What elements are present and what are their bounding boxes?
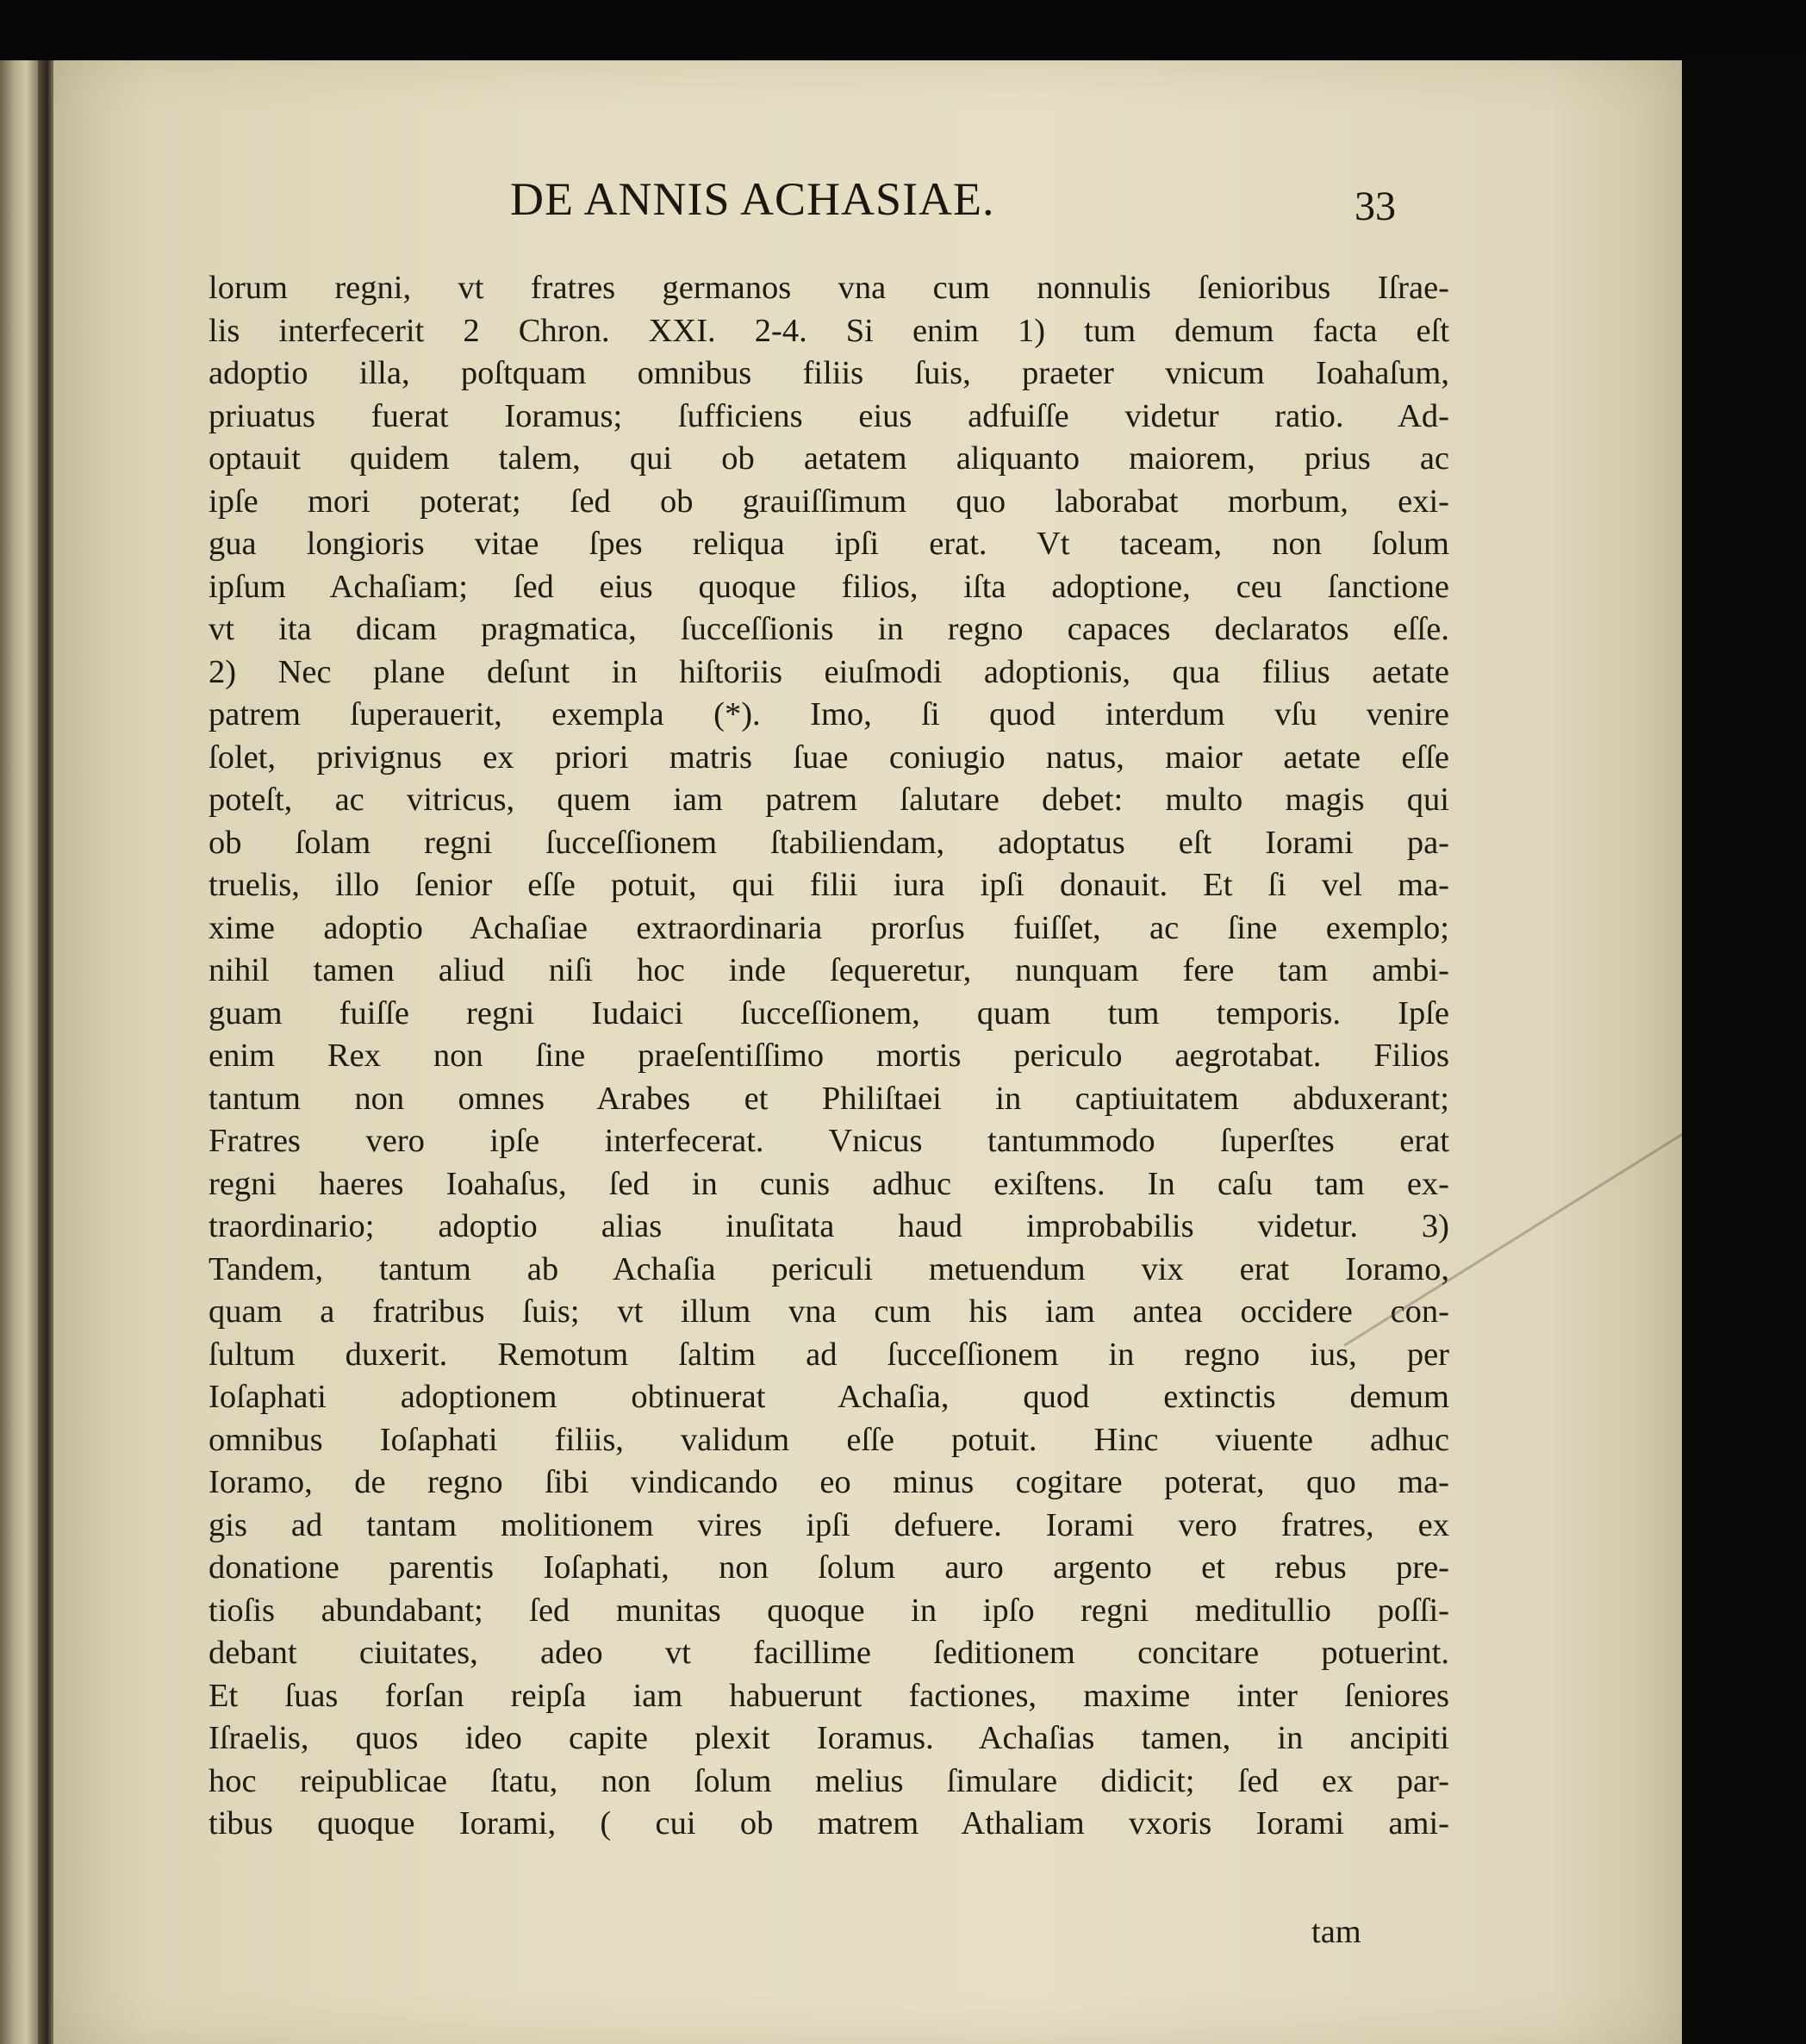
text-line: enim Rex non ſine praeſentiſſimo mortis periculo aegrotabat. Filios — [209, 1038, 1449, 1074]
text-line: Iſraelis, quos ideo capite plexit Ioramus. Achaſias tamen, in ancipiti — [209, 1720, 1449, 1756]
text-line: quam a fratribus ſuis; vt illum vna cum his iam antea occidere con- — [209, 1293, 1449, 1330]
text-line: ipſe mori poterat; ſed ob grauiſſimum quo laborabat morbum, exi- — [209, 483, 1449, 520]
text-line: Et ſuas forſan reipſa iam habuerunt factiones, maxime inter ſeniores — [209, 1677, 1449, 1714]
text-line: traordinario; adoptio alias inuſitata haud improbabilis videtur. 3) — [209, 1208, 1449, 1244]
book-gutter — [38, 60, 53, 2044]
text-line: Ioramo, de regno ſibi vindicando eo minus cogitare poterat, quo ma- — [209, 1464, 1449, 1500]
text-line: ſultum duxerit. Remotum ſaltim ad ſucceſſionem in regno ius, per — [209, 1336, 1449, 1373]
scan-background-right — [1682, 52, 1806, 2044]
text-line: ipſum Achaſiam; ſed eius quoque filios, iſta adoptione, ceu ſanctione — [209, 568, 1449, 605]
text-line: Fratres vero ipſe interfecerat. Vnicus tantummodo ſuperſtes erat — [209, 1123, 1449, 1159]
book-page — [53, 60, 1682, 2044]
text-line: lis interfecerit 2 Chron. XXI. 2-4. Si enim 1) tum demum facta eſt — [209, 312, 1449, 349]
text-line: gua longioris vitae ſpes reliqua ipſi erat. Vt taceam, non ſolum — [209, 526, 1449, 562]
text-line: vt ita dicam pragmatica, ſucceſſionis in regno capaces declaratos eſſe. — [209, 611, 1449, 647]
text-line: lorum regni, vt fratres germanos vna cum nonnulis ſenioribus Iſrae- — [209, 270, 1449, 306]
text-line: patrem ſuperauerit, exempla (*). Imo, ſi quod interdum vſu venire — [209, 696, 1449, 732]
text-line: xime adoptio Achaſiae extraordinaria prorſus fuiſſet, ac ſine exemplo; — [209, 909, 1449, 946]
text-line: guam fuiſſe regni Iudaici ſucceſſionem, quam tum temporis. Ipſe — [209, 994, 1449, 1031]
text-line: nihil tamen aliud niſi hoc inde ſequeretur, nunquam fere tam ambi- — [209, 952, 1449, 988]
text-line: ſolet, privignus ex priori matris ſuae coniugio natus, maior aetate eſſe — [209, 738, 1449, 776]
facing-page-edge — [0, 60, 38, 2044]
scan-background-top — [0, 0, 1806, 60]
running-head — [53, 146, 1682, 241]
text-line: hoc reipublicae ſtatu, non ſolum melius ſimulare didicit; ſed ex par- — [209, 1762, 1449, 1799]
body-text — [209, 267, 1449, 1846]
text-line: poteſt, ac vitricus, quem iam patrem ſalutare debet: multo magis qui — [209, 782, 1449, 818]
catchword: tam — [1311, 1914, 1361, 1950]
text-line: optauit quidem talem, qui ob aetatem aliquanto maiorem, prius ac — [209, 440, 1449, 477]
text-line: truelis, illo ſenior eſſe potuit, qui filii iura ipſi donauit. Et ſi vel ma- — [209, 867, 1449, 903]
text-line: gis ad tantam molitionem vires ipſi defuere. Iorami vero fratres, ex — [209, 1506, 1449, 1543]
text-line: Tandem, tantum ab Achaſia periculi metuendum vix erat Ioramo, — [209, 1250, 1449, 1287]
text-line: Ioſaphati adoptionem obtinuerat Achaſia, quod extinctis demum — [209, 1379, 1449, 1415]
text-line: adoptio illa, poſtquam omnibus filiis ſuis, praeter vnicum Ioahaſum, — [209, 355, 1449, 391]
text-line: tantum non omnes Arabes et Philiſtaei in captiuitatem abduxerant; — [209, 1080, 1449, 1117]
text-line: tioſis abundabant; ſed munitas quoque in ipſo regni meditullio poſſi- — [209, 1592, 1449, 1629]
page-title: DE ANNIS ACHASIAE. — [510, 173, 995, 225]
text-line: donatione parentis Ioſaphati, non ſolum auro argento et rebus pre- — [209, 1549, 1449, 1586]
text-line: regni haeres Ioahaſus, ſed in cunis adhuc exiſtens. In caſu tam ex- — [209, 1165, 1449, 1202]
text-line: tibus quoque Iorami, ( cui ob matrem Athaliam vxoris Iorami ami- — [209, 1805, 1449, 1841]
page-number: 33 — [1354, 184, 1396, 229]
text-line: debant ciuitates, adeo vt facillime ſeditionem concitare potuerint. — [209, 1635, 1449, 1671]
text-line: omnibus Ioſaphati filiis, validum eſſe potuit. Hinc viuente adhuc — [209, 1421, 1449, 1458]
text-line: ob ſolam regni ſucceſſionem ſtabiliendam, adoptatus eſt Iorami pa- — [209, 824, 1449, 861]
text-line: 2) Nec plane deſunt in hiſtoriis eiuſmodi adoptionis, qua filius aetate — [209, 653, 1449, 690]
text-line: priuatus fuerat Ioramus; ſufficiens eius adfuiſſe videtur ratio. Ad- — [209, 397, 1449, 434]
